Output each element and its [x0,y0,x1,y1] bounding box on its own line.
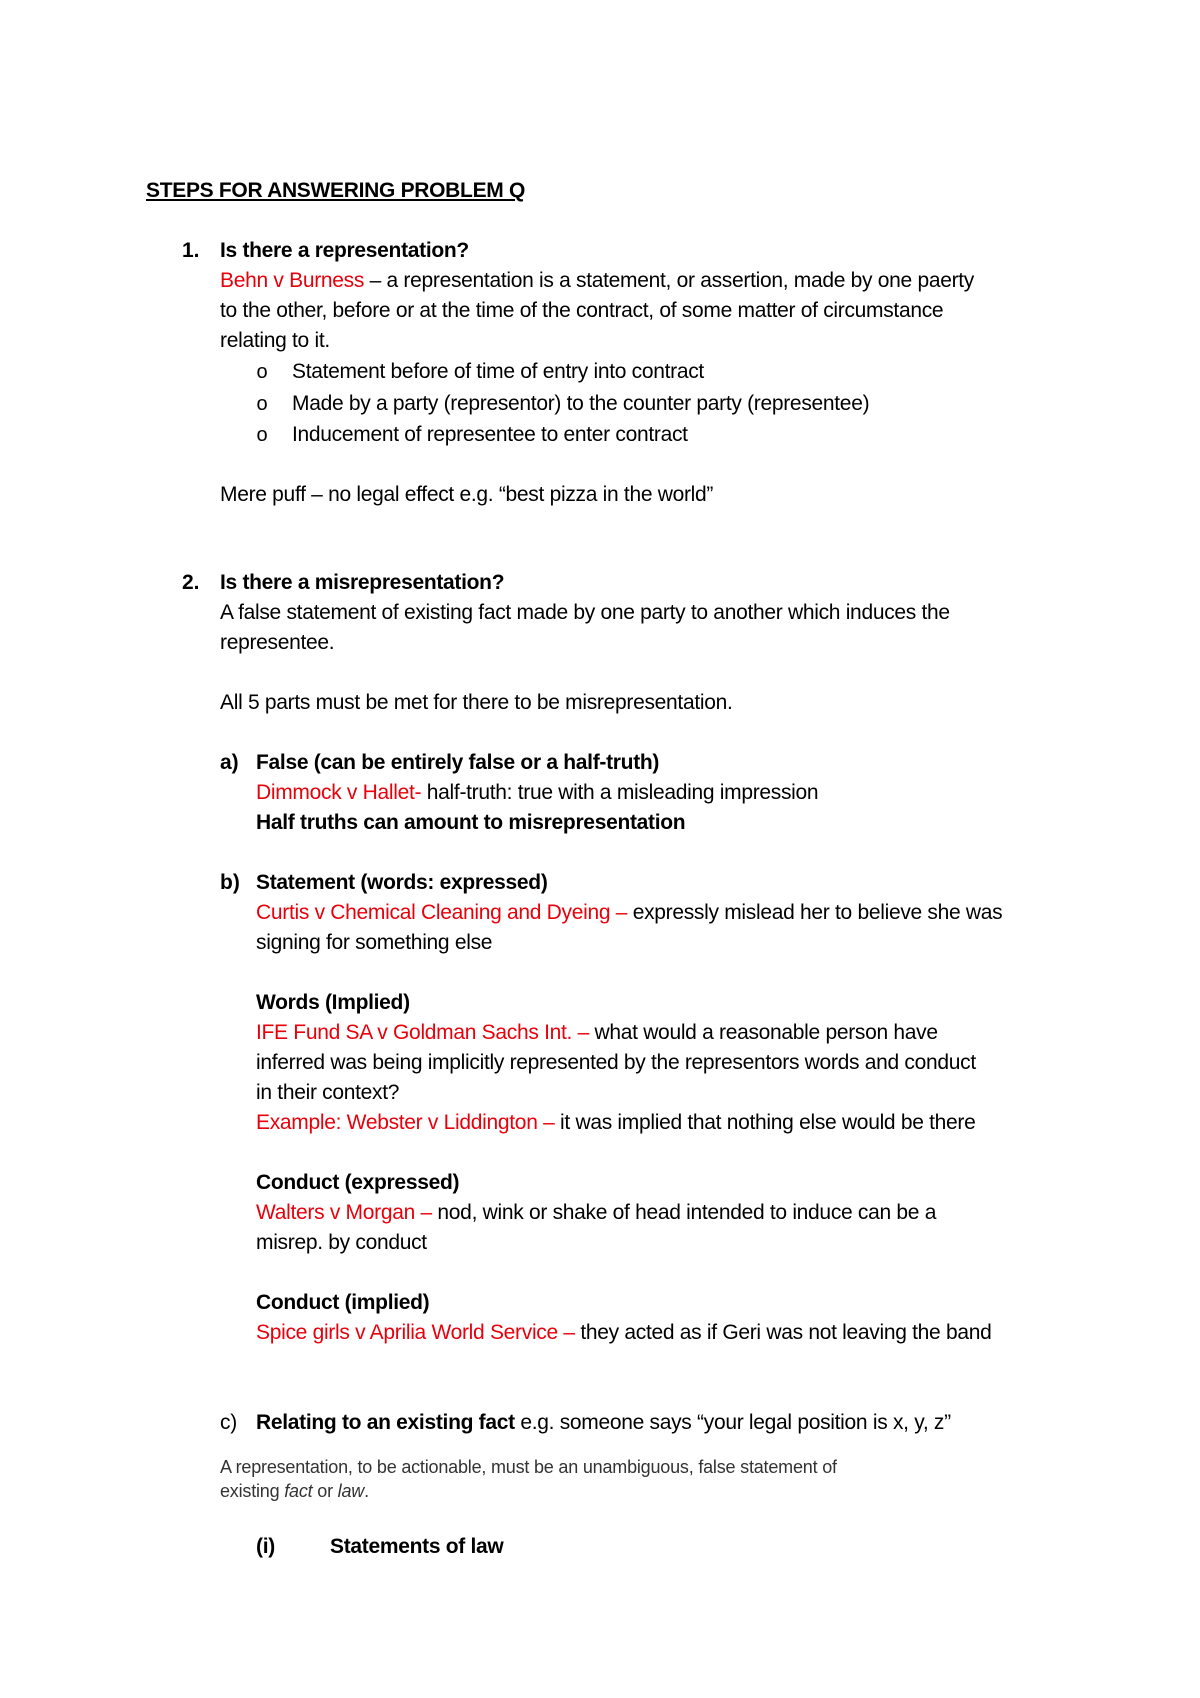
case-webster-v-liddington: Example: Webster v Liddington – [256,1111,555,1134]
subsection-b-case3-line-1: Walters v Morgan – nod, wink or shake of head intended to induce can be a [256,1201,937,1224]
document-title: STEPS FOR ANSWERING PROBLEM Q [146,179,526,202]
subsection-b-example-line: Example: Webster v Liddington – it was implied that nothing else would be there [256,1111,976,1134]
subsection-b-case3-line-2: misrep. by conduct [256,1231,427,1254]
section-2-definition-line-1: A false statement of existing fact made by one party to another which induces the [220,601,950,624]
section-1-number: 1. [182,239,200,262]
section-1-definition-line-3: relating to it. [220,329,330,352]
subsection-b-case2-line-1: IFE Fund SA v Goldman Sachs Int. – what would a reasonable person have [256,1021,938,1044]
quote-line-2: existing fact or law. [220,1481,369,1501]
case-curtis-v-chemical-cleaning: Curtis v Chemical Cleaning and Dyeing – [256,901,628,924]
case-dimmock-v-hallet: Dimmock v Hallet- [256,781,422,804]
case-walters-v-morgan: Walters v Morgan – [256,1201,432,1224]
subsection-b-case4-line: Spice girls v Aprilia World Service – they acted as if Geri was not leaving the band [256,1321,992,1344]
section-2-heading: Is there a misrepresentation? [220,571,505,594]
subsection-b-case1-line-1: Curtis v Chemical Cleaning and Dyeing – expressly mislead her to believe she was [256,901,1003,924]
subsection-b-case2-line-2: inferred was being implicitly represented by the representors words and conduct [256,1051,976,1074]
words-implied-heading: Words (Implied) [256,991,410,1014]
section-1-definition-line-2: to the other, before or at the time of the contract, of some matter of circumstance [220,299,944,322]
subsection-b-case1-line-2: signing for something else [256,931,493,954]
subsection-b-case2-line-3: in their context? [256,1081,400,1104]
subsection-c-label: c) [220,1411,237,1434]
subsection-a-label: a) [220,751,239,774]
case-ife-fund-v-goldman-sachs: IFE Fund SA v Goldman Sachs Int. – [256,1021,589,1044]
section-1-heading: Is there a representation? [220,239,469,262]
section-2-definition-line-2: representee. [220,631,335,654]
all-parts-note: All 5 parts must be met for there to be misrepresentation. [220,691,733,714]
mere-puff-note: Mere puff – no legal effect e.g. “best pizza in the world” [220,483,714,506]
conduct-implied-heading: Conduct (implied) [256,1291,430,1314]
list-item: Statement before of time of entry into contract [292,360,704,383]
subsection-a-heading: False (can be entirely false or a half-truth) [256,751,660,774]
case-behn-v-burness: Behn v Burness [220,269,365,292]
bullet-marker: o [256,393,268,415]
bullet-marker: o [256,361,268,383]
subsection-c-heading: Relating to an existing fact [256,1411,515,1434]
statements-of-law-heading: Statements of law [330,1535,504,1558]
case-spice-girls-v-aprilia: Spice girls v Aprilia World Service – [256,1321,575,1344]
subsection-c-i-label: (i) [256,1535,275,1558]
subsection-a-note: Half truths can amount to misrepresentation [256,811,686,834]
quote-line-1: A representation, to be actionable, must be an unambiguous, false statement of [220,1457,837,1477]
conduct-expressed-heading: Conduct (expressed) [256,1171,460,1194]
list-item: Made by a party (representor) to the counter party (representee) [292,392,870,415]
subsection-a-case-line: Dimmock v Hallet- half-truth: true with a misleading impression [256,781,819,804]
list-item: Inducement of representee to enter contract [292,423,688,446]
bullet-marker: o [256,424,268,446]
subsection-c-line: Relating to an existing fact e.g. someone says “your legal position is x, y, z” [256,1411,951,1434]
subsection-b-label: b) [220,871,240,894]
section-1-definition-line-1: Behn v Burness – a representation is a statement, or assertion, made by one paerty [220,269,975,292]
subsection-b-heading: Statement (words: expressed) [256,871,548,894]
section-2-number: 2. [182,571,200,594]
